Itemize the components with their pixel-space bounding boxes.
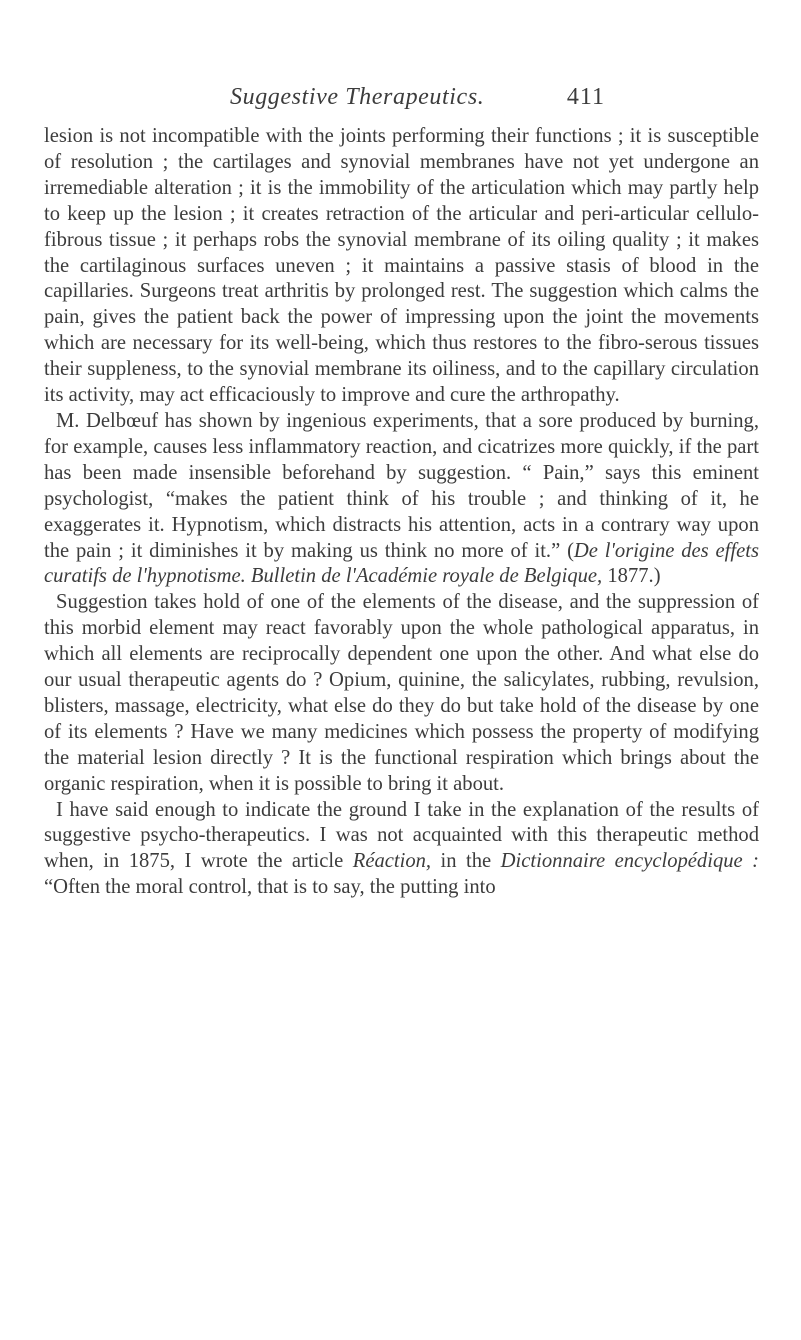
paragraph-2-text: M. Delbœuf has shown by ingenious experiments, that a sore produced by burning, for example, causes less inflammatory reaction, and cicatrizes more quickly, if the part has been made insensible beforehand by suggestion. “ Pain,” says this eminent psychologist, “makes the patient think of his trouble ; and thinking of it, he exaggerates it. Hypnotism, which distracts his attention, acts in a contrary way upon the pain ; it diminishes it by making us think no more of it.” ( — [44, 409, 759, 562]
paragraph-4 — [44, 798, 759, 902]
body-text — [44, 124, 759, 901]
quotation-start: “Often the moral control, that is to say, the putting into — [44, 876, 496, 899]
citation-title: De l'origine des effets curatifs de l'hypnotisme. Bulletin de l'Académie royale de Belgique, — [44, 539, 759, 588]
dictionary-title: Dictionnaire encyclopédique : — [500, 850, 760, 873]
running-title: Suggestive Therapeutics. — [230, 84, 485, 110]
paragraph-1: lesion is not incompatible with the joints performing their functions ; it is susceptible of resolution ; the cartilages and synovial membranes have not yet undergone an irremediable alteration ; it is the immobility of the articulation which may partly help to keep up the lesion ; it creates retraction of the articular and peri-articular cellulo-fibrous tissue ; it perhaps robs the synovial membrane of its oiling quality ; it makes the cartilaginous surfaces uneven ; it maintains a passive stasis of blood in the capillaries. Surgeons treat arthritis by prolonged rest. The suggestion which calms the pain, gives the patient back the power of impressing upon the joint the movements which are necessary for its well-being, which thus restores to the fibro-serous tissues their suppleness, to the synovial membrane its oiliness, and to the capillary circulation its activity, may act efficaciously to improve and cure the arthropathy. — [44, 125, 759, 407]
citation-year: 1877.) — [602, 565, 661, 588]
paragraph-2 — [44, 409, 759, 590]
running-header — [200, 84, 605, 118]
paragraph-4-text-middle: in the — [431, 850, 501, 873]
article-title: Réaction, — [352, 850, 432, 873]
paragraph-4-text-before: I have said enough to indicate the ground I take in the explanation of the results of suggestive psycho-therapeutics. I was not acquainted with this therapeutic method when, in 1875, I wrote the article — [44, 798, 759, 873]
paragraph-3: Suggestion takes hold of one of the elements of the disease, and the suppression of this morbid element may react favorably upon the whole pathological apparatus, in which all elements are reciprocally dependent one upon the other. And what else do our usual therapeutic agents do ? Opium, quinine, the salicylates, rubbing, revulsion, blisters, massage, electricity, what else do they do but take hold of the disease by one of its elements ? Have we many medicines which possess the property of modifying the material lesion directly ? It is the functional respiration which brings about the organic respiration, when it is possible to bring it about. — [44, 591, 759, 795]
page-number: 411 — [566, 84, 605, 110]
